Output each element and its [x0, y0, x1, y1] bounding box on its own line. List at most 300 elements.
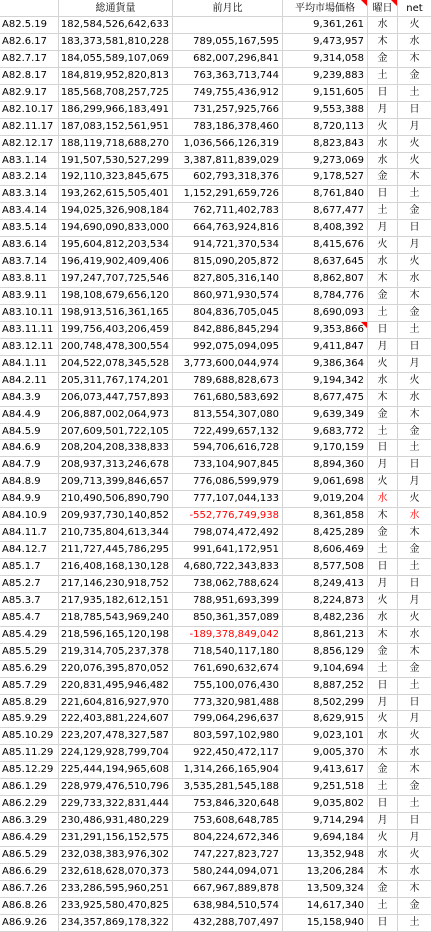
weekday-cell[interactable]: 金	[368, 881, 398, 897]
weekday-cell[interactable]: 日	[368, 678, 398, 694]
net-cell[interactable]: 火	[409, 154, 420, 166]
header-weekday[interactable]: 曜日	[368, 0, 398, 16]
date-cell[interactable]: A85.2.7	[0, 576, 59, 592]
net-cell[interactable]: 土	[409, 86, 420, 98]
supply-cell[interactable]: 232,038,383,976,302	[59, 847, 173, 863]
price-cell[interactable]: 9,413,617	[283, 762, 368, 778]
supply-cell[interactable]: 210,490,506,890,790	[59, 491, 173, 507]
supply-cell[interactable]: 218,785,543,969,240	[59, 610, 173, 626]
change-cell[interactable]: 638,984,510,574	[173, 898, 283, 914]
weekday-cell[interactable]: 日	[368, 85, 398, 101]
net-cell[interactable]: 日	[409, 459, 420, 471]
change-cell[interactable]: 761,690,632,674	[173, 661, 283, 677]
change-cell[interactable]: 755,100,076,430	[173, 678, 283, 694]
supply-cell[interactable]: 218,596,165,120,198	[59, 627, 173, 643]
change-cell[interactable]: 813,554,307,080	[173, 407, 283, 423]
supply-cell[interactable]: 184,055,589,107,069	[59, 51, 173, 67]
net-cell[interactable]: 木	[409, 408, 420, 420]
net-cell[interactable]: 土	[409, 561, 420, 572]
supply-cell[interactable]: 197,247,707,725,546	[59, 271, 173, 287]
price-cell[interactable]: 8,677,477	[283, 203, 368, 219]
supply-cell[interactable]: 182,584,526,642,633	[59, 17, 173, 33]
net-cell[interactable]: 木	[409, 645, 420, 657]
change-cell[interactable]: 789,688,828,673	[173, 373, 283, 389]
net-cell[interactable]: 火	[409, 611, 420, 623]
date-cell[interactable]: A86.9.26	[0, 915, 59, 931]
price-cell[interactable]: 9,178,527	[283, 169, 368, 185]
net-cell[interactable]: 火	[409, 730, 420, 742]
supply-cell[interactable]: 192,110,323,845,675	[59, 169, 173, 185]
supply-cell[interactable]: 220,831,495,946,482	[59, 678, 173, 694]
change-cell[interactable]: 1,152,291,659,726	[173, 186, 283, 202]
change-cell[interactable]: 773,320,981,488	[173, 695, 283, 711]
date-cell[interactable]: A85.3.7	[0, 593, 59, 609]
net-cell[interactable]: 水	[409, 628, 420, 640]
supply-cell[interactable]: 193,262,615,505,401	[59, 186, 173, 202]
net-cell[interactable]: 木	[409, 290, 420, 301]
weekday-cell[interactable]: 日	[368, 559, 398, 575]
date-cell[interactable]: A86.3.29	[0, 813, 59, 829]
supply-cell[interactable]: 220,076,395,870,052	[59, 661, 173, 677]
weekday-cell[interactable]: 月	[368, 576, 398, 592]
date-cell[interactable]: A84.1.11	[0, 356, 59, 372]
change-cell[interactable]: 914,721,370,534	[173, 237, 283, 253]
net-cell[interactable]: 木	[409, 171, 420, 183]
weekday-cell[interactable]: 金	[368, 169, 398, 185]
price-cell[interactable]: 8,861,213	[283, 627, 368, 643]
supply-cell[interactable]: 205,311,767,174,201	[59, 373, 173, 389]
net-cell[interactable]: 木	[409, 527, 420, 539]
change-cell[interactable]: 799,064,296,637	[173, 711, 283, 727]
change-cell[interactable]: 432,288,707,497	[173, 915, 283, 931]
date-cell[interactable]: A84.3.9	[0, 390, 59, 406]
change-cell[interactable]: 761,680,583,692	[173, 390, 283, 406]
date-cell[interactable]: A86.8.26	[0, 898, 59, 914]
change-cell[interactable]: 722,499,657,132	[173, 424, 283, 440]
weekday-cell[interactable]: 火	[368, 474, 398, 490]
change-cell[interactable]: 4,680,722,343,833	[173, 559, 283, 575]
header-date[interactable]	[0, 0, 59, 16]
change-cell[interactable]: 762,711,402,783	[173, 203, 283, 219]
change-cell[interactable]: 731,257,925,766	[173, 102, 283, 118]
weekday-cell[interactable]: 日	[368, 440, 398, 456]
price-cell[interactable]: 9,411,847	[283, 339, 368, 355]
supply-cell[interactable]: 188,119,718,688,270	[59, 136, 173, 152]
weekday-cell[interactable]: 火	[368, 356, 398, 372]
weekday-cell[interactable]: 土	[368, 542, 398, 558]
net-cell[interactable]: 月	[409, 713, 420, 725]
date-cell[interactable]: A86.6.29	[0, 864, 59, 880]
date-cell[interactable]: A82.9.17	[0, 85, 59, 101]
weekday-cell[interactable]: 水	[368, 491, 398, 507]
change-cell[interactable]: -189,378,849,042	[173, 627, 283, 643]
net-cell[interactable]: 月	[409, 239, 420, 251]
change-cell[interactable]: 667,967,889,878	[173, 881, 283, 897]
weekday-cell[interactable]: 木	[368, 390, 398, 406]
supply-cell[interactable]: 207,609,501,722,105	[59, 424, 173, 440]
net-cell[interactable]: 月	[409, 476, 420, 488]
date-cell[interactable]: A86.4.29	[0, 830, 59, 846]
net-cell[interactable]: 月	[409, 832, 420, 843]
date-cell[interactable]: A83.2.14	[0, 169, 59, 185]
price-cell[interactable]: 9,019,204	[283, 491, 368, 507]
supply-cell[interactable]: 225,444,194,965,608	[59, 762, 173, 778]
supply-cell[interactable]: 210,735,804,613,344	[59, 525, 173, 541]
date-cell[interactable]: A85.5.29	[0, 644, 59, 660]
date-cell[interactable]: A86.2.29	[0, 796, 59, 812]
weekday-cell[interactable]: 水	[368, 610, 398, 626]
weekday-cell[interactable]: 土	[368, 305, 398, 321]
header-average-market-price[interactable]: 平均市場価格	[283, 0, 368, 16]
date-cell[interactable]: A83.5.14	[0, 220, 59, 236]
change-cell[interactable]: 804,836,705,045	[173, 305, 283, 321]
price-cell[interactable]: 9,694,184	[283, 830, 368, 846]
price-cell[interactable]: 8,720,113	[283, 119, 368, 135]
supply-cell[interactable]: 196,419,902,409,406	[59, 254, 173, 270]
supply-cell[interactable]: 232,618,628,070,373	[59, 864, 173, 880]
price-cell[interactable]: 9,361,261	[283, 17, 368, 33]
price-cell[interactable]: 9,251,518	[283, 779, 368, 795]
price-cell[interactable]: 9,023,101	[283, 728, 368, 744]
price-cell[interactable]: 9,005,370	[283, 745, 368, 761]
supply-cell[interactable]: 233,925,580,470,825	[59, 898, 173, 914]
change-cell[interactable]: 682,007,296,841	[173, 51, 283, 67]
net-cell[interactable]: 土	[409, 916, 420, 928]
date-cell[interactable]: A85.8.29	[0, 695, 59, 711]
supply-cell[interactable]: 186,299,966,183,491	[59, 102, 173, 118]
net-cell[interactable]: 日	[409, 815, 420, 827]
weekday-cell[interactable]: 日	[368, 322, 398, 338]
net-cell[interactable]: 金	[409, 662, 420, 674]
weekday-cell[interactable]: 月	[368, 457, 398, 473]
supply-cell[interactable]: 219,314,705,237,378	[59, 644, 173, 660]
supply-cell[interactable]: 216,408,168,130,128	[59, 559, 173, 575]
weekday-cell[interactable]: 金	[368, 51, 398, 67]
net-cell[interactable]: 日	[409, 577, 420, 589]
net-cell[interactable]: 火	[409, 19, 420, 30]
change-cell[interactable]: -552,776,749,938	[173, 508, 283, 524]
weekday-cell[interactable]: 火	[368, 593, 398, 609]
supply-cell[interactable]: 231,291,156,152,575	[59, 830, 173, 846]
price-cell[interactable]: 8,784,776	[283, 288, 368, 304]
supply-cell[interactable]: 209,937,730,140,852	[59, 508, 173, 524]
net-cell[interactable]: 金	[409, 306, 420, 318]
supply-cell[interactable]: 224,129,928,799,704	[59, 745, 173, 761]
header-net[interactable]: net	[406, 3, 423, 14]
date-cell[interactable]: A85.4.29	[0, 627, 59, 643]
price-cell[interactable]: 9,639,349	[283, 407, 368, 423]
supply-cell[interactable]: 194,025,326,908,184	[59, 203, 173, 219]
change-cell[interactable]: 783,186,378,460	[173, 119, 283, 135]
change-cell[interactable]: 860,971,930,574	[173, 288, 283, 304]
weekday-cell[interactable]: 火	[368, 237, 398, 253]
weekday-cell[interactable]: 木	[368, 864, 398, 880]
weekday-cell[interactable]: 金	[368, 644, 398, 660]
date-cell[interactable]: A84.6.9	[0, 440, 59, 456]
change-cell[interactable]: 842,886,845,294	[173, 322, 283, 338]
price-cell[interactable]: 9,683,772	[283, 424, 368, 440]
change-cell[interactable]: 776,086,599,979	[173, 474, 283, 490]
change-cell[interactable]: 850,361,357,089	[173, 610, 283, 626]
date-cell[interactable]: A85.11.29	[0, 745, 59, 761]
weekday-cell[interactable]: 水	[368, 373, 398, 389]
change-cell[interactable]: 718,540,117,180	[173, 644, 283, 660]
date-cell[interactable]: A84.8.9	[0, 474, 59, 490]
date-cell[interactable]: A86.5.29	[0, 847, 59, 863]
weekday-cell[interactable]: 木	[368, 34, 398, 50]
date-cell[interactable]: A84.9.9	[0, 491, 59, 507]
price-cell[interactable]: 14,617,340	[283, 898, 368, 914]
supply-cell[interactable]: 199,756,403,206,459	[59, 322, 173, 338]
weekday-cell[interactable]: 金	[368, 762, 398, 778]
price-cell[interactable]: 13,509,324	[283, 881, 368, 897]
supply-cell[interactable]: 184,819,952,820,813	[59, 68, 173, 84]
date-cell[interactable]: A83.10.11	[0, 305, 59, 321]
price-cell[interactable]: 8,224,873	[283, 593, 368, 609]
date-cell[interactable]: A85.10.29	[0, 728, 59, 744]
price-cell[interactable]: 8,249,413	[283, 576, 368, 592]
net-cell[interactable]: 月	[409, 357, 420, 369]
price-cell[interactable]: 8,677,475	[283, 390, 368, 406]
weekday-cell[interactable]: 木	[368, 627, 398, 643]
price-cell[interactable]: 8,823,843	[283, 136, 368, 152]
supply-cell[interactable]: 198,913,516,361,165	[59, 305, 173, 321]
supply-cell[interactable]: 217,935,182,612,151	[59, 593, 173, 609]
price-cell[interactable]: 9,314,058	[283, 51, 368, 67]
date-cell[interactable]: A83.1.14	[0, 153, 59, 169]
price-cell[interactable]: 8,425,289	[283, 525, 368, 541]
weekday-cell[interactable]: 日	[368, 796, 398, 812]
supply-cell[interactable]: 221,604,816,927,970	[59, 695, 173, 711]
price-cell[interactable]: 8,361,858	[283, 508, 368, 524]
change-cell[interactable]: 753,608,648,785	[173, 813, 283, 829]
weekday-cell[interactable]: 土	[368, 661, 398, 677]
net-cell[interactable]: 火	[409, 256, 420, 268]
net-cell[interactable]: 水	[409, 747, 420, 759]
weekday-cell[interactable]: 水	[368, 17, 398, 33]
supply-cell[interactable]: 200,748,478,300,554	[59, 339, 173, 355]
supply-cell[interactable]: 198,108,679,656,120	[59, 288, 173, 304]
price-cell[interactable]: 8,862,807	[283, 271, 368, 287]
change-cell[interactable]: 1,036,566,126,319	[173, 136, 283, 152]
weekday-cell[interactable]: 土	[368, 779, 398, 795]
net-cell[interactable]: 金	[409, 899, 420, 911]
price-cell[interactable]: 8,761,840	[283, 186, 368, 202]
supply-cell[interactable]: 222,403,881,224,607	[59, 711, 173, 727]
net-cell[interactable]: 金	[409, 69, 420, 81]
date-cell[interactable]: A85.1.7	[0, 559, 59, 575]
price-cell[interactable]: 8,606,469	[283, 542, 368, 558]
net-cell[interactable]: 火	[409, 493, 420, 505]
supply-cell[interactable]: 208,937,313,246,678	[59, 457, 173, 473]
net-cell[interactable]: 月	[409, 120, 420, 132]
price-cell[interactable]: 9,061,698	[283, 474, 368, 490]
weekday-cell[interactable]: 金	[368, 407, 398, 423]
weekday-cell[interactable]: 火	[368, 711, 398, 727]
date-cell[interactable]: A82.8.17	[0, 68, 59, 84]
date-cell[interactable]: A84.7.9	[0, 457, 59, 473]
supply-cell[interactable]: 233,286,595,960,251	[59, 881, 173, 897]
price-cell[interactable]: 9,194,342	[283, 373, 368, 389]
net-cell[interactable]: 木	[409, 764, 420, 776]
weekday-cell[interactable]: 日	[368, 186, 398, 202]
price-cell[interactable]: 9,104,694	[283, 661, 368, 677]
weekday-cell[interactable]: 月	[368, 813, 398, 829]
net-cell[interactable]: 月	[409, 594, 420, 606]
net-cell[interactable]: 日	[409, 103, 420, 115]
change-cell[interactable]: 3,387,811,839,029	[173, 153, 283, 169]
price-cell[interactable]: 9,553,388	[283, 102, 368, 118]
net-cell[interactable]: 日	[409, 222, 420, 234]
price-cell[interactable]: 13,206,284	[283, 864, 368, 880]
date-cell[interactable]: A84.10.9	[0, 508, 59, 524]
price-cell[interactable]: 8,629,915	[283, 711, 368, 727]
net-cell[interactable]: 水	[409, 273, 420, 285]
net-cell[interactable]: 土	[409, 442, 420, 454]
net-cell[interactable]: 水	[409, 35, 420, 47]
date-cell[interactable]: A83.7.14	[0, 254, 59, 270]
net-cell[interactable]: 日	[409, 340, 420, 352]
price-cell[interactable]: 13,352,948	[283, 847, 368, 863]
price-cell[interactable]: 9,151,605	[283, 85, 368, 101]
change-cell[interactable]: 827,805,316,140	[173, 271, 283, 287]
date-cell[interactable]: A82.6.17	[0, 34, 59, 50]
weekday-cell[interactable]: 水	[368, 254, 398, 270]
net-cell[interactable]: 土	[409, 798, 420, 810]
header-total-supply[interactable]: 総通貨量	[59, 0, 173, 16]
change-cell[interactable]: 3,773,600,044,974	[173, 356, 283, 372]
supply-cell[interactable]: 191,507,530,527,299	[59, 153, 173, 169]
weekday-cell[interactable]: 水	[368, 847, 398, 863]
weekday-cell[interactable]: 火	[368, 119, 398, 135]
date-cell[interactable]: A84.4.9	[0, 407, 59, 423]
change-cell[interactable]: 992,075,094,095	[173, 339, 283, 355]
price-cell[interactable]: 9,170,159	[283, 440, 368, 456]
change-cell[interactable]: 798,074,472,492	[173, 525, 283, 541]
net-cell[interactable]: 木	[409, 52, 420, 64]
date-cell[interactable]: A82.10.17	[0, 102, 59, 118]
header-monthly-change[interactable]: 前月比	[173, 0, 283, 16]
price-cell[interactable]: 9,035,802	[283, 796, 368, 812]
net-cell[interactable]: 土	[409, 188, 420, 200]
weekday-cell[interactable]: 土	[368, 424, 398, 440]
net-cell[interactable]: 土	[409, 679, 420, 691]
weekday-cell[interactable]: 月	[368, 339, 398, 355]
price-cell[interactable]: 8,408,392	[283, 220, 368, 236]
change-cell[interactable]: 602,793,318,376	[173, 169, 283, 185]
supply-cell[interactable]: 194,690,090,833,000	[59, 220, 173, 236]
change-cell[interactable]: 3,535,281,545,188	[173, 779, 283, 795]
price-cell[interactable]: 8,577,508	[283, 559, 368, 575]
date-cell[interactable]: A83.8.11	[0, 271, 59, 287]
supply-cell[interactable]: 206,073,447,757,893	[59, 390, 173, 406]
price-cell[interactable]: 15,158,940	[283, 915, 368, 931]
change-cell[interactable]: 738,062,788,624	[173, 576, 283, 592]
weekday-cell[interactable]: 金	[368, 288, 398, 304]
date-cell[interactable]: A83.3.14	[0, 186, 59, 202]
change-cell[interactable]	[173, 17, 283, 33]
price-cell[interactable]: 9,386,364	[283, 356, 368, 372]
supply-cell[interactable]: 209,713,399,846,657	[59, 474, 173, 490]
change-cell[interactable]: 664,763,924,816	[173, 220, 283, 236]
weekday-cell[interactable]: 木	[368, 745, 398, 761]
change-cell[interactable]: 753,846,320,648	[173, 796, 283, 812]
date-cell[interactable]: A83.12.11	[0, 339, 59, 355]
net-cell[interactable]: 土	[409, 323, 420, 335]
price-cell[interactable]: 9,239,883	[283, 68, 368, 84]
price-cell[interactable]: 8,856,129	[283, 644, 368, 660]
date-cell[interactable]: A82.11.17	[0, 119, 59, 135]
weekday-cell[interactable]: 水	[368, 153, 398, 169]
supply-cell[interactable]: 228,979,476,510,796	[59, 779, 173, 795]
date-cell[interactable]: A83.4.14	[0, 203, 59, 219]
weekday-cell[interactable]: 木	[368, 508, 398, 524]
net-cell[interactable]: 日	[409, 696, 420, 708]
weekday-cell[interactable]: 土	[368, 898, 398, 914]
weekday-cell[interactable]: 土	[368, 68, 398, 84]
supply-cell[interactable]: 208,204,208,338,833	[59, 440, 173, 456]
date-cell[interactable]: A82.5.19	[0, 17, 59, 33]
supply-cell[interactable]: 230,486,931,480,229	[59, 813, 173, 829]
date-cell[interactable]: A84.5.9	[0, 424, 59, 440]
supply-cell[interactable]: 229,733,322,831,444	[59, 796, 173, 812]
net-cell[interactable]: 火	[409, 137, 420, 149]
change-cell[interactable]: 580,244,094,071	[173, 864, 283, 880]
change-cell[interactable]: 1,314,266,165,904	[173, 762, 283, 778]
date-cell[interactable]: A85.9.29	[0, 711, 59, 727]
supply-cell[interactable]: 211,727,445,786,295	[59, 542, 173, 558]
net-cell[interactable]: 水	[409, 510, 420, 522]
supply-cell[interactable]: 206,887,002,064,973	[59, 407, 173, 423]
price-cell[interactable]: 8,415,676	[283, 237, 368, 253]
change-cell[interactable]: 777,107,044,133	[173, 491, 283, 507]
date-cell[interactable]: A83.11.11	[0, 322, 59, 338]
price-cell[interactable]: 8,502,299	[283, 695, 368, 711]
weekday-cell[interactable]: 月	[368, 102, 398, 118]
change-cell[interactable]: 733,104,907,845	[173, 457, 283, 473]
price-cell[interactable]: 9,273,069	[283, 153, 368, 169]
net-cell[interactable]: 金	[409, 781, 420, 793]
change-cell[interactable]: 803,597,102,980	[173, 728, 283, 744]
change-cell[interactable]: 594,706,616,728	[173, 440, 283, 456]
net-cell[interactable]: 金	[409, 425, 420, 437]
date-cell[interactable]: A83.6.14	[0, 237, 59, 253]
supply-cell[interactable]: 217,146,230,918,752	[59, 576, 173, 592]
date-cell[interactable]: A86.7.26	[0, 881, 59, 897]
price-cell[interactable]: 8,482,236	[283, 610, 368, 626]
supply-cell[interactable]: 223,207,478,327,587	[59, 728, 173, 744]
change-cell[interactable]: 749,755,436,912	[173, 85, 283, 101]
net-cell[interactable]: 金	[409, 544, 420, 556]
supply-cell[interactable]: 234,357,869,178,322	[59, 915, 173, 931]
date-cell[interactable]: A82.7.17	[0, 51, 59, 67]
net-cell[interactable]: 火	[409, 848, 420, 860]
date-cell[interactable]: A83.9.11	[0, 288, 59, 304]
price-cell[interactable]: 8,894,360	[283, 457, 368, 473]
date-cell[interactable]: A84.2.11	[0, 373, 59, 389]
change-cell[interactable]: 922,450,472,117	[173, 745, 283, 761]
change-cell[interactable]: 804,224,672,346	[173, 830, 283, 846]
price-cell[interactable]: 9,473,957	[283, 34, 368, 50]
change-cell[interactable]: 763,363,713,744	[173, 68, 283, 84]
price-cell[interactable]: 8,637,645	[283, 254, 368, 270]
price-cell[interactable]: 8,690,093	[283, 305, 368, 321]
date-cell[interactable]: A85.6.29	[0, 661, 59, 677]
supply-cell[interactable]: 195,604,812,203,534	[59, 237, 173, 253]
date-cell[interactable]: A86.1.29	[0, 779, 59, 795]
change-cell[interactable]: 991,641,172,951	[173, 542, 283, 558]
date-cell[interactable]: A85.7.29	[0, 678, 59, 694]
